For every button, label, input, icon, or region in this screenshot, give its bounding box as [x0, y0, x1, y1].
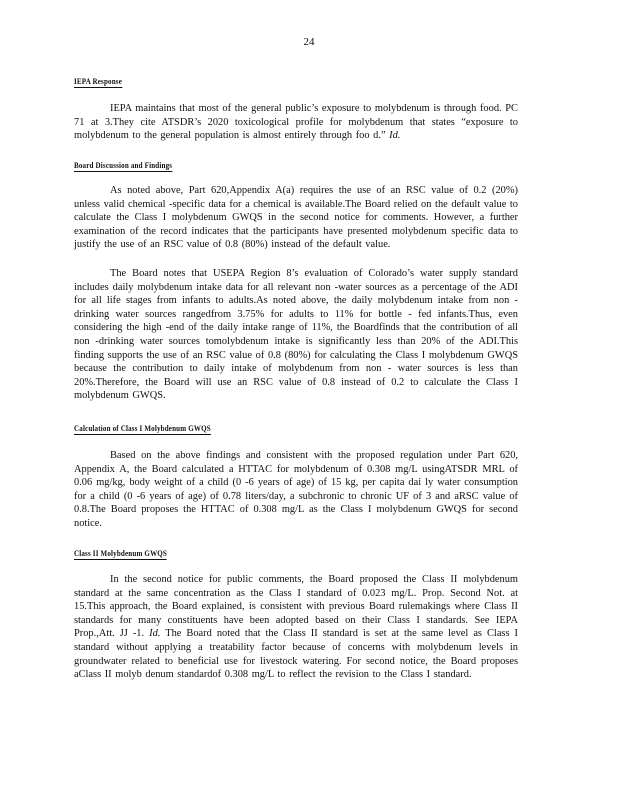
heading-calculation-class1: Calculation of Class I Molybdenum GWQS: [74, 423, 211, 433]
paragraph-usepa-region8: The Board notes that USEPA Region 8’s evaluation of Colorado’s water supply standard includes daily molybdenum intake data for all relevant non -water sources as a percentage of the ADI for all life stages from infants to adults.As noted above, the daily molybdenum intake from non -drinking water sources rangedfrom 3.75% for adults to 11% for bottle - fed infants.Thus, even considering the high -end of the daily intake range of 11%, the Boardfinds that the contribution of all non -drinking water sources tomolybdenum intake is significantly less than 20% of the ADI.This finding supports the use of an RSC value of 0.8 (80%) for calculating the Class I molybdenum GWQS because the contribution to daily intake of molybdenum from non - water sources is less than 20%.Therefore, the Board will use an RSC value of 0.8 instead of 0.2 to calculate the Class I molybdenum GWQS.: [74, 268, 518, 402]
heading-iepa-response: IEPA Response: [74, 76, 123, 86]
paragraph-class2: [74, 573, 518, 682]
heading-board-discussion: Board Discussion and Findings: [74, 160, 173, 170]
paragraph-text-a: In the second notice for public comments, the Board proposed the Class II molybdenum standard at the same concentration as the Class I standard of 0.023 mg/L. Prop. Second Not. at 15.This approach, the Board explained, is consistent with previous Board rulemakings where Class II standards for many constituents have been adopted based on their Class I standards. See IEPA Prop.,Att. JJ -1.: [74, 574, 518, 640]
paragraph-iepa-response: [74, 102, 518, 143]
paragraph-text-b: The Board noted that the Class II standard is set at the same level as Class I standard without applying a treatability factor because of concerns with molybdenum levels in groundwater related to beneficial use for livestock watering. For second notice, the Board proposes aClass II molyb denum standardof 0.308 mg/L to reflect the revision to the Class I standard.: [74, 628, 518, 681]
page-number: 24: [303, 36, 315, 48]
paragraph-calculation: Based on the above findings and consistent with the proposed regulation under Part 620, Appendix A, the Board calculated a HTTAC for molybdenum of 0.308 mg/L usingATSDR MRL of 0.06 mg/kg, body weight of a child (0 -6 years of age) of 15 kg, per capita dai ly water consumption for a child (0 -6 years of age) of 0.78 liters/day, a subchronic to chronic UF of 3 and aRSC value of 0.8.The Board proposes the HTTAC of 0.308 mg/L as the Class I molybdenum GWQS for second notice.: [74, 450, 518, 529]
heading-class2: Class II Molybdenum GWQS: [74, 548, 168, 558]
citation-id: Id.: [389, 130, 401, 142]
paragraph-text: IEPA maintains that most of the general public’s exposure to molybdenum is through food. PC 71 at 3.They cite ATSDR’s 2020 toxicological profile for molybdenum that states “exposure to molybdenum to the general population is almost entirely through foo d.”: [74, 103, 518, 142]
citation-id: Id.: [149, 628, 161, 640]
paragraph-rsc-default: As noted above, Part 620,Appendix A(a) requires the use of an RSC value of 0.2 (20%) unless valid chemical -specific data for a chemical is available.The Board relied on the default value to calculate the Class I molybdenum GWQS in the second notice for comments. However, a further examination of the record indicates that the participants have presented molybdenum specific data to justify the use of an RSC value of 0.8 (80%) instead of the default value.: [74, 185, 518, 251]
